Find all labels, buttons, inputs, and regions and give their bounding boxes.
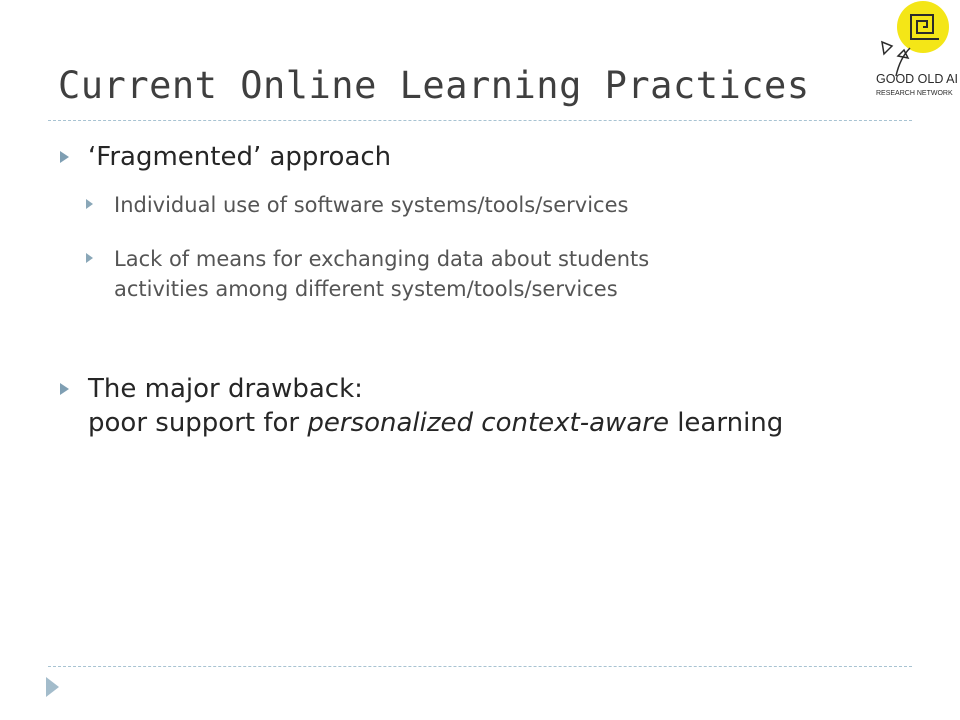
bullet-text: [88, 372, 783, 440]
subbullet-lack-of-means: [86, 244, 649, 304]
footer-arrow-icon: [46, 677, 59, 697]
subbullet-text: [114, 244, 649, 304]
subbullet-line2: activities among different system/tools/services: [114, 277, 618, 301]
logo-text-line2: RESEARCH NETWORK: [876, 90, 953, 97]
bullet-line2-prefix: poor support for: [88, 408, 308, 438]
slide-title: Current Online Learning Practices: [58, 64, 810, 107]
bullet-text: ‘Fragmented’ approach: [88, 142, 392, 172]
bullet-arrow-icon: [60, 151, 69, 163]
bullet-line2-emphasis: personalized context-aware: [307, 408, 669, 438]
subbullet-arrow-icon: [86, 253, 93, 263]
bullet-arrow-icon: [60, 383, 69, 395]
bullet-line1: The major drawback:: [88, 374, 363, 404]
footer-divider: [48, 666, 912, 667]
subbullet-individual-use: [86, 190, 628, 220]
bullet-major-drawback: [60, 372, 783, 440]
subbullet-line1: Lack of means for exchanging data about students: [114, 247, 650, 271]
logo-text-line1: GOOD OLD AI: [876, 72, 958, 86]
subbullet-arrow-icon: [86, 199, 93, 209]
subbullet-text: Individual use of software systems/tools/services: [114, 193, 629, 217]
bullet-fragmented-approach: [60, 140, 391, 174]
bullet-line2-suffix: learning: [668, 408, 784, 438]
